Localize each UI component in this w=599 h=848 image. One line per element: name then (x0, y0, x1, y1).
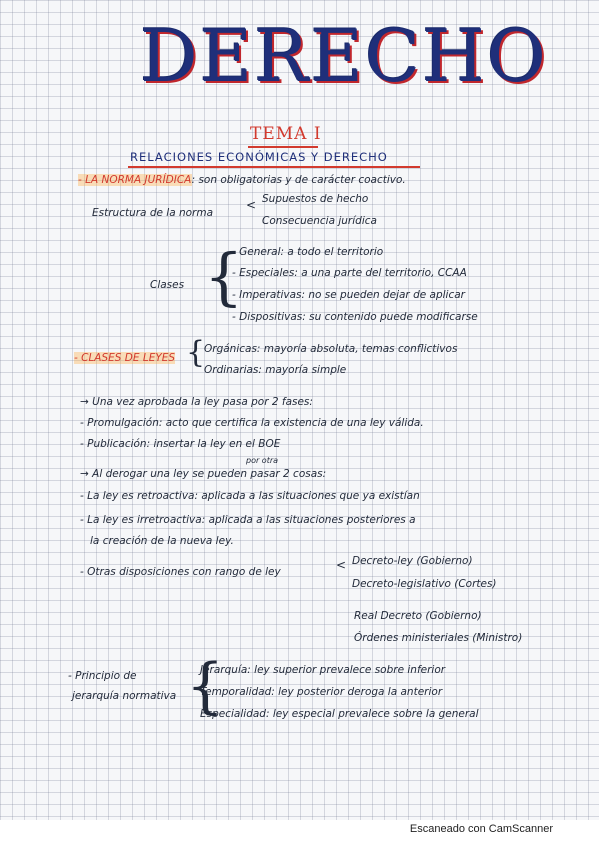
leyes-brace-icon: { (186, 335, 206, 370)
principio-brace-icon: { (186, 651, 225, 721)
disposiciones-item: Decreto-legislativo (Cortes) (352, 578, 497, 590)
principio-item: Especialidad: ley especial prevalece sobre la general (200, 708, 479, 720)
scanner-watermark: Escaneado con CamScanner (409, 823, 553, 835)
leyes-item: Ordinarias: mayoría simple (204, 364, 347, 376)
disposiciones-item: Decreto-ley (Gobierno) (352, 555, 473, 567)
derogar-item: la creación de la nueva ley. (90, 535, 234, 547)
norma-text: : son obligatorias y de carácter coactivo. (191, 174, 406, 186)
estructura-item: Consecuencia jurídica (262, 215, 377, 227)
leyes-item: Orgánicas: mayoría absoluta, temas conflictivos (204, 343, 458, 355)
aprobada-item: - Publicación: insertar la ley en el BOE (80, 438, 281, 450)
clases-label: Clases (150, 279, 185, 291)
disposiciones-label: - Otras disposiciones con rango de ley (80, 566, 281, 578)
derogar-item: - La ley es irretroactiva: aplicada a las situaciones posteriores a (80, 514, 416, 526)
clases-item: - Especiales: a una parte del territorio, CCAA (232, 267, 467, 279)
clases-item: - Dispositivas: su contenido puede modificarse (232, 311, 478, 323)
leyes-label: - CLASES DE LEYES (74, 352, 176, 364)
principio-label: jerarquía normativa (72, 690, 177, 702)
derogar-item: - La ley es retroactiva: aplicada a las situaciones que ya existían (80, 490, 420, 502)
principio-label: - Principio de (68, 670, 137, 682)
tema-underline (248, 146, 318, 148)
norma-line (78, 174, 406, 186)
principio-item: Temporalidad: ley posterior deroga la anterior (200, 686, 443, 698)
clases-item: - Imperativas: no se pueden dejar de aplicar (232, 289, 465, 301)
subtitle: RELACIONES ECONÓMICAS Y DERECHO (130, 150, 388, 164)
aprobada-intro: → Una vez aprobada la ley pasa por 2 fases: (80, 396, 313, 408)
clases-brace-icon: { (204, 240, 244, 313)
aprobada-item: - Promulgación: acto que certifica la existencia de una ley válida. (80, 417, 424, 429)
disposiciones-extra: Órdenes ministeriales (Ministro) (354, 632, 523, 644)
principio-item: Jerarquía: ley superior prevalece sobre inferior (200, 664, 446, 676)
tema-heading: TEMA I (250, 124, 322, 144)
branch-arrow-icon: < (336, 558, 347, 572)
disposiciones-extra: Real Decreto (Gobierno) (354, 610, 482, 622)
branch-arrow-icon: < (246, 198, 257, 212)
derogar-intro: → Al derogar una ley se pueden pasar 2 cosas: (80, 468, 327, 480)
derogar-insert: por otra (246, 456, 279, 465)
page-title: DERECHO (140, 14, 548, 98)
subtitle-underline (128, 166, 420, 168)
estructura-item: Supuestos de hecho (262, 193, 369, 205)
clases-item: - General: a todo el territorio (232, 246, 384, 258)
estructura-label: Estructura de la norma (92, 207, 214, 219)
norma-label: - LA NORMA JURÍDICA (78, 174, 192, 186)
